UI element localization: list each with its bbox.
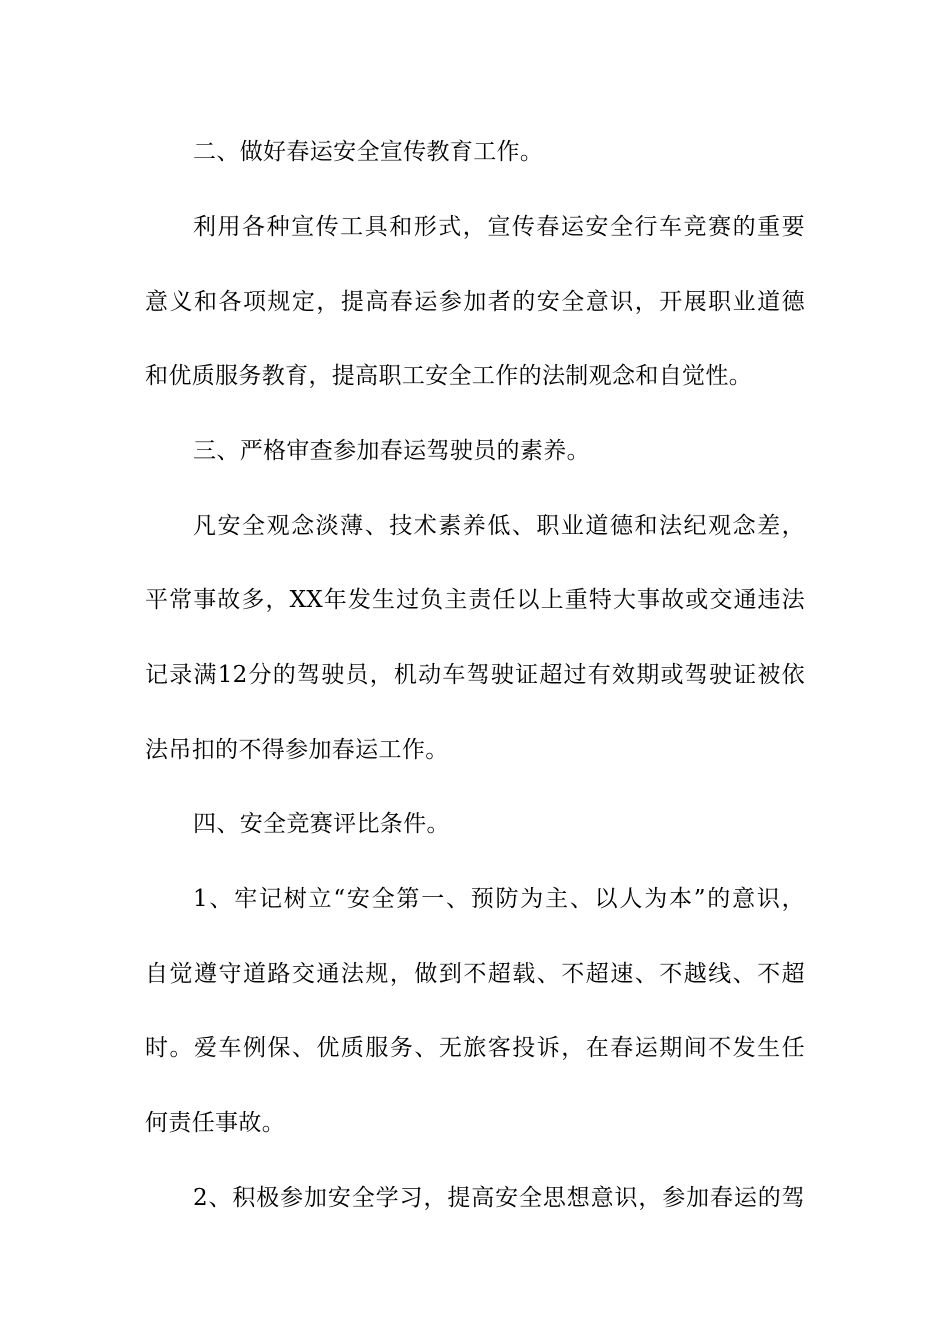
list-item-line: 何责任事故。 [145, 1110, 286, 1136]
section-heading-4: 四、安全竞赛评比条件。 [193, 811, 450, 837]
paragraph-line: 凡安全观念淡薄、技术素养低、职业道德和法纪观念差， [193, 513, 805, 539]
section-heading-3: 三、严格审查参加春运驾驶员的素养。 [193, 438, 590, 464]
section-heading-2: 二、做好春运安全宣传教育工作。 [193, 139, 544, 165]
list-item-line: 时。爱车例保、优质服务、无旅客投诉，在春运期间不发生任 [145, 1035, 805, 1061]
list-item-line: 1、牢记树立“安全第一、预防为主、以人为本”的意识， [193, 886, 805, 912]
paragraph-line: 平常事故多，XX年发生过负主责任以上重特大事故或交通违法 [145, 587, 805, 613]
paragraph-line: 意义和各项规定，提高春运参加者的安全意识，开展职业道德 [145, 289, 805, 315]
list-item-line: 自觉遵守道路交通法规，做到不超载、不超速、不越线、不超 [145, 961, 805, 987]
paragraph-line: 利用各种宣传工具和形式，宣传春运安全行车竞赛的重要 [193, 214, 805, 240]
paragraph-line: 和优质服务教育，提高职工安全工作的法制观念和自觉性。 [145, 363, 753, 389]
list-item-line: 2、积极参加安全学习，提高安全思想意识，参加春运的驾 [193, 1185, 805, 1211]
paragraph-line: 法吊扣的不得参加春运工作。 [145, 737, 449, 763]
paragraph-line: 记录满12分的驾驶员，机动车驾驶证超过有效期或驾驶证被依 [145, 662, 805, 688]
